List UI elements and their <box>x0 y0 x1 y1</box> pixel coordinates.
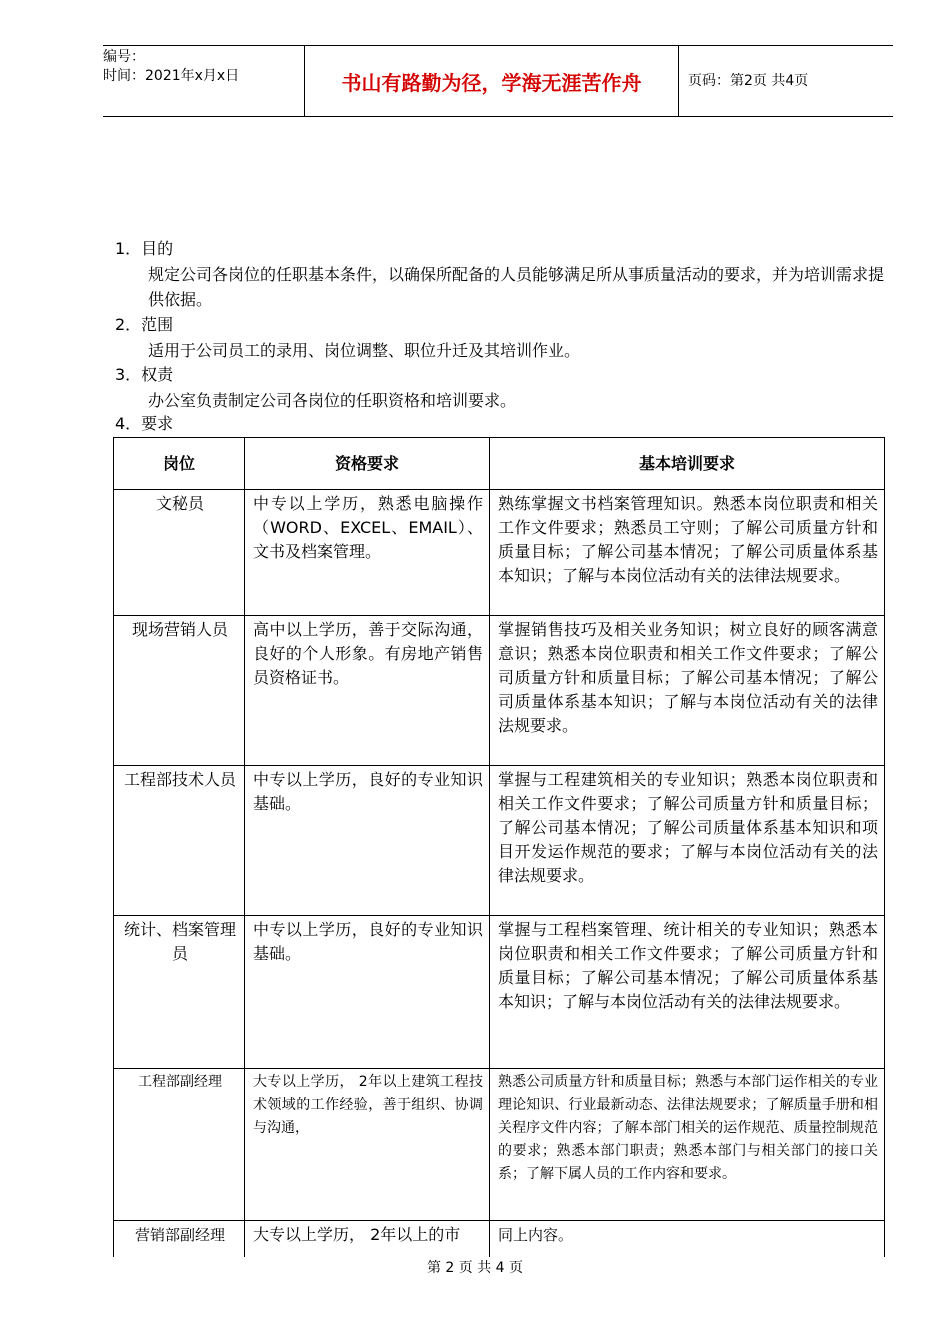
header-meta <box>103 48 303 86</box>
column-header-position: 岗位 <box>114 438 245 490</box>
training-cell: 掌握销售技巧及相关业务知识；树立良好的顾客满意意识；熟悉本岗位职责和相关工作文件要求；了解公司质量方针和质量目标；了解公司基本情况；了解公司质量体系基本知识；了解与本岗位活动有关的法律法规要求。 <box>490 616 885 766</box>
header-divider <box>678 46 679 116</box>
training-cell: 掌握与工程建筑相关的专业知识；熟悉本岗位职责和相关工作文件要求；了解公司质量方针和质量目标；了解公司基本情况；了解公司质量体系基本知识和项目开发运作规范的要求；了解与本岗位活动有关的法律法规要求。 <box>490 766 885 916</box>
training-cell: 熟练掌握文书档案管理知识。熟悉本岗位职责和相关工作文件要求；熟悉员工守则；了解公司质量方针和质量目标；了解公司基本情况；了解公司质量体系基本知识；了解与本岗位活动有关的法律法规要求。 <box>490 490 885 616</box>
qualification-cell: 高中以上学历，善于交际沟通，良好的个人形象。有房地产销售员资格证书。 <box>245 616 490 766</box>
document-date-label: 时间：2021年x月x日 <box>103 68 240 84</box>
page-header <box>103 45 893 117</box>
column-header-qualification: 资格要求 <box>245 438 490 490</box>
section-title-requirements: 4．要求 <box>115 414 174 433</box>
section-body-responsibility: 办公室负责制定公司各岗位的任职资格和培训要求。 <box>148 391 517 410</box>
qualification-cell: 中专以上学历，良好的专业知识基础。 <box>245 766 490 916</box>
table-row <box>114 1221 885 1257</box>
table-row <box>114 616 885 766</box>
position-cell: 工程部副经理 <box>114 1069 245 1221</box>
document-number-label: 编号： <box>103 49 145 65</box>
position-cell: 现场营销人员 <box>114 616 245 766</box>
training-cell: 熟悉公司质量方针和质量目标；熟悉与本部门运作相关的专业理论知识、行业最新动态、法律法规要求；了解质量手册和相关程序文件内容；了解本部门相关的运作规范、质量控制规范的要求；熟悉本部门职责；熟悉本部门与相关部门的接口关系；了解下属人员的工作内容和要求。 <box>490 1069 885 1221</box>
section-body-scope: 适用于公司员工的录用、岗位调整、职位升迁及其培训作业。 <box>148 341 581 360</box>
section-title-purpose: 1．目的 <box>115 239 174 258</box>
requirements-table <box>113 437 885 1257</box>
position-cell: 工程部技术人员 <box>114 766 245 916</box>
section-title-responsibility: 3．权责 <box>115 365 174 384</box>
position-cell: 文秘员 <box>114 490 245 616</box>
table-row <box>114 916 885 1069</box>
table-row <box>114 766 885 916</box>
qualification-cell: 大专以上学历， 2年以上建筑工程技术领域的工作经验，善于组织、协调与沟通， <box>245 1069 490 1221</box>
qualification-cell: 大专以上学历， 2年以上的市 <box>245 1221 490 1257</box>
position-cell: 营销部副经理 <box>114 1221 245 1257</box>
qualification-cell: 中专以上学历，良好的专业知识基础。 <box>245 916 490 1069</box>
training-cell: 同上内容。 <box>490 1221 885 1257</box>
header-motto: 书山有路勤为径，学海无涯苦作舟 <box>341 70 642 95</box>
training-cell: 掌握与工程档案管理、统计相关的专业知识；熟悉本岗位职责和相关工作文件要求；了解公司质量方针和质量目标；了解公司基本情况；了解公司质量体系基本知识；了解与本岗位活动有关的法律法规要求。 <box>490 916 885 1069</box>
header-page-number: 页码：第2页 共4页 <box>688 73 809 89</box>
table-header-row <box>114 438 885 490</box>
page-footer: 第 2 页 共 4 页 <box>426 1260 524 1276</box>
qualification-cell: 中专以上学历，熟悉电脑操作（WORD、EXCEL、EMAIL）、文书及档案管理。 <box>245 490 490 616</box>
column-header-training: 基本培训要求 <box>490 438 885 490</box>
section-body-purpose: 规定公司各岗位的任职基本条件，以确保所配备的人员能够满足所从事质量活动的要求，并为培训需求提供依据。 <box>148 265 885 309</box>
position-cell: 统计、档案管理员 <box>114 916 245 1069</box>
table-row <box>114 490 885 616</box>
section-title-scope: 2．范围 <box>115 315 174 334</box>
table-row <box>114 1069 885 1221</box>
